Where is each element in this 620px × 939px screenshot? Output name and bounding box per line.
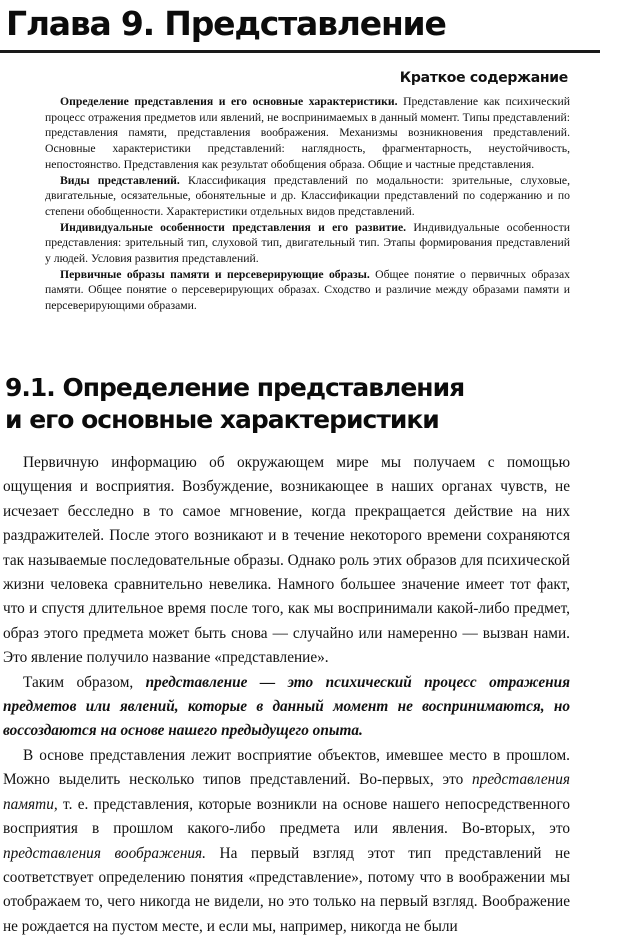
section-title-line1: 9.1. Определение представления: [5, 373, 465, 402]
body-text: [3, 451, 570, 939]
paragraph: Первичную информацию об окружающем мире мы получаем с помощью ощущения и восприятия. Возбуждение, возникающее в наших органах чувств, не исчезает бесследно в то самое мгновение, когда прекращается действие на них раздражителей. После этого возникают и в течение некоторого времени сохраняются так называемые последовательные образы. Однако роль этих образов для психической жизни человека сравнительно невелика. Намного большее значение имеет тот факт, что и спустя длительное время после того, как мы воспринимали какой-либо предмет, образ этого предмета может быть снова — случайно или намеренно — вызван нами. Это явление получило название «представление».: [3, 454, 570, 667]
summary-block: [45, 94, 570, 314]
summary-item: [45, 173, 570, 220]
paragraph-text: т. е. представления, которые возникли на основе нашего непосредственного восприятия в прошлом какого-либо предмета или явления. Во-вторых, это: [3, 795, 570, 838]
summary-item: [45, 220, 570, 267]
summary-item: [45, 94, 570, 173]
paragraph-text: Таким образом,: [23, 673, 146, 691]
chapter-title-rule: [0, 50, 600, 53]
section-title-line2: и его основные характеристики: [5, 405, 439, 434]
summary-item-text: Представление как психический процесс отражения предметов или явлений, не воспринимаемых в данный момент. Типы представлений: представления памяти, представления воображения. Механизмы возникновения представлений. Основные характеристики представлений: наглядность, фрагментарность, неустойчивость, непостоянство. Представления как результат обобщения образа. Общие и частные представления.: [45, 95, 570, 171]
paragraph-text: На первый взгляд этот тип представлений не соответствует определению понятия «представление», потому что в воображении мы отображаем то, чего никогда не видели, но это только на первый взгляд. Воображение не рождается на пустом месте, и если мы, например, никогда не были: [3, 844, 570, 935]
summary-heading: Краткое содержание: [399, 70, 568, 86]
summary-item-title: Виды представлений.: [60, 173, 180, 187]
summary-item-text: Индивидуальные особенности представления: зрительный тип, слуховой тип, двигательный тип. Этапы формирования представлений у людей. Условия развития представлений.: [45, 220, 570, 266]
section-title: [5, 372, 464, 436]
paragraph: [3, 744, 570, 939]
term-memory-representations: представления памяти,: [3, 771, 570, 813]
summary-item-title: Индивидуальные особенности представления и его развитие.: [60, 220, 407, 234]
paragraph: [3, 671, 570, 744]
summary-item: [45, 267, 570, 314]
paragraph-text: В основе представления лежит восприятие объектов, имевшее место в прошлом. Можно выделить несколько типов представлений. Во-первых, это: [3, 746, 570, 789]
definition-text: представление — это психический процесс отражения предметов или явлений, которые в данный момент не воспринимаются, но воссоздаются на основе нашего предыдущего опыта.: [3, 673, 570, 740]
summary-item-text: Классификация представлений по модальности: зрительные, слуховые, двигательные, осязательные, обонятельные и др. Классификации представлений по содержанию и по степени обобщенности. Характеристики отдельных видов представлений.: [45, 173, 571, 218]
summary-item-text: Общее понятие о первичных образах памяти. Общее понятие о персеверирующих образах. Сходство и различие между образами памяти и персеверирующими образами.: [45, 267, 570, 313]
summary-item-title: Первичные образы памяти и персеверирующие образы.: [60, 267, 370, 281]
term-imagination-representations: представления воображения.: [3, 844, 206, 862]
chapter-title: Глава 9. Представление: [6, 4, 446, 43]
summary-item-title: Определение представления и его основные характеристики.: [60, 95, 398, 108]
